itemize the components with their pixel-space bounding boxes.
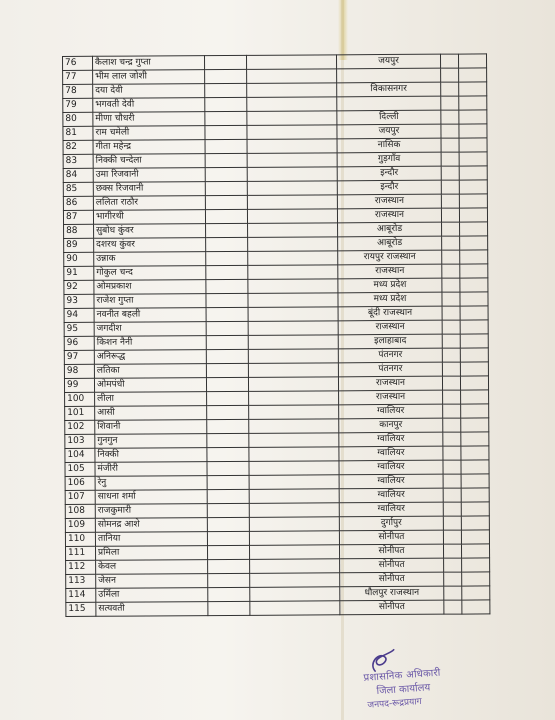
- blank-cell: [206, 349, 248, 363]
- blank-cell: [249, 545, 339, 560]
- name-cell: सोमनद्र आशे: [95, 518, 207, 533]
- blank-cell: [441, 124, 459, 138]
- city-cell: ग्वालियर: [339, 404, 443, 419]
- blank-cell: [248, 251, 338, 266]
- name-cell: भीम लाल जोशी: [93, 70, 205, 85]
- city-cell: राजस्थान: [339, 390, 443, 405]
- stamp-line-3: जनपद-रूद्रप्रयाग: [367, 696, 423, 711]
- blank-cell: [442, 222, 460, 236]
- blank-cell: [442, 292, 460, 306]
- blank-cell: [460, 348, 488, 362]
- serial-number-cell: 76: [63, 56, 93, 70]
- serial-number-cell: 99: [64, 378, 94, 392]
- city-cell: पंतनगर: [338, 362, 442, 377]
- blank-cell: [207, 545, 249, 559]
- blank-cell: [207, 391, 249, 405]
- blank-cell: [461, 544, 489, 558]
- blank-cell: [444, 558, 462, 572]
- blank-cell: [442, 376, 460, 390]
- blank-cell: [207, 489, 249, 503]
- blank-cell: [441, 208, 459, 222]
- blank-cell: [206, 307, 248, 321]
- name-cell: मीणा चौधरी: [93, 112, 205, 127]
- blank-cell: [249, 391, 339, 406]
- name-cell: आसी: [95, 406, 207, 421]
- blank-cell: [462, 586, 490, 600]
- stamp-line-1: प्रशासनिक अधिकारी: [363, 667, 441, 684]
- blank-cell: [249, 447, 339, 462]
- city-cell: मध्य प्रदेश: [338, 292, 442, 307]
- blank-cell: [248, 335, 338, 350]
- blank-cell: [461, 418, 489, 432]
- blank-cell: [208, 601, 250, 615]
- blank-cell: [461, 474, 489, 488]
- city-cell: धौलपुर राजस्थान: [340, 586, 444, 601]
- blank-cell: [247, 69, 337, 84]
- serial-number-cell: 82: [63, 140, 93, 154]
- blank-cell: [442, 334, 460, 348]
- name-cell: मंजीरी: [95, 462, 207, 477]
- serial-number-cell: 108: [65, 504, 95, 518]
- blank-cell: [459, 138, 487, 152]
- serial-number-cell: 91: [64, 266, 94, 280]
- blank-cell: [459, 166, 487, 180]
- blank-cell: [207, 475, 249, 489]
- blank-cell: [205, 55, 247, 69]
- blank-cell: [248, 223, 338, 238]
- blank-cell: [459, 180, 487, 194]
- blank-cell: [207, 503, 249, 517]
- city-cell: राजस्थान: [338, 264, 442, 279]
- blank-cell: [207, 405, 249, 419]
- blank-cell: [205, 167, 247, 181]
- serial-number-cell: 105: [65, 462, 95, 476]
- name-cell: गोकुल चन्द: [94, 266, 206, 281]
- blank-cell: [250, 573, 340, 588]
- blank-cell: [461, 516, 489, 530]
- serial-number-cell: 106: [65, 476, 95, 490]
- blank-cell: [249, 503, 339, 518]
- name-cell: सुबोध कुंवर: [94, 224, 206, 239]
- blank-cell: [248, 321, 338, 336]
- city-cell: ग्वालियर: [339, 460, 443, 475]
- blank-cell: [249, 461, 339, 476]
- blank-cell: [248, 237, 338, 252]
- blank-cell: [442, 348, 460, 362]
- serial-number-cell: 87: [63, 210, 93, 224]
- blank-cell: [461, 530, 489, 544]
- serial-number-cell: 103: [65, 434, 95, 448]
- serial-number-cell: 98: [64, 364, 94, 378]
- blank-cell: [206, 377, 248, 391]
- name-cell: दशरथ कुंवर: [94, 238, 206, 253]
- serial-number-cell: 97: [64, 350, 94, 364]
- serial-number-cell: 113: [66, 574, 96, 588]
- city-cell: सोनीपत: [340, 572, 444, 587]
- blank-cell: [249, 475, 339, 490]
- serial-number-cell: 88: [64, 224, 94, 238]
- blank-cell: [462, 600, 490, 614]
- serial-number-cell: 78: [63, 84, 93, 98]
- blank-cell: [461, 446, 489, 460]
- name-cell: ओमपंधी: [94, 378, 206, 393]
- blank-cell: [442, 306, 460, 320]
- blank-cell: [208, 587, 250, 601]
- blank-cell: [206, 321, 248, 335]
- serial-number-cell: 90: [64, 252, 94, 266]
- blank-cell: [247, 209, 337, 224]
- serial-number-cell: 80: [63, 112, 93, 126]
- serial-number-cell: 115: [66, 602, 96, 616]
- blank-cell: [248, 363, 338, 378]
- blank-cell: [441, 110, 459, 124]
- blank-cell: [459, 194, 487, 208]
- blank-cell: [207, 461, 249, 475]
- office-stamp: [358, 648, 482, 716]
- name-cell: निक्की चन्देला: [93, 154, 205, 169]
- blank-cell: [461, 390, 489, 404]
- blank-cell: [247, 111, 337, 126]
- blank-cell: [206, 265, 248, 279]
- blank-cell: [249, 433, 339, 448]
- city-cell: [337, 96, 441, 111]
- blank-cell: [205, 83, 247, 97]
- city-cell: ग्वालियर: [339, 432, 443, 447]
- blank-cell: [208, 573, 250, 587]
- blank-cell: [443, 460, 461, 474]
- serial-number-cell: 104: [65, 448, 95, 462]
- name-cell: नवनीत बहली: [94, 308, 206, 323]
- city-cell: राजस्थान: [338, 320, 442, 335]
- blank-cell: [250, 559, 340, 574]
- blank-cell: [460, 236, 488, 250]
- blank-cell: [441, 82, 459, 96]
- city-cell: रायपुर राजस्थान: [338, 250, 442, 265]
- blank-cell: [441, 68, 459, 82]
- name-cell: ललिता राठौर: [93, 196, 205, 211]
- blank-cell: [461, 404, 489, 418]
- blank-cell: [207, 447, 249, 461]
- city-cell: आबूरोड: [338, 222, 442, 237]
- city-cell: सोनीपत: [339, 530, 443, 545]
- blank-cell: [205, 125, 247, 139]
- serial-number-cell: 77: [63, 70, 93, 84]
- city-cell: ग्वालियर: [339, 474, 443, 489]
- blank-cell: [460, 334, 488, 348]
- blank-cell: [247, 139, 337, 154]
- name-cell: लीला: [95, 392, 207, 407]
- blank-cell: [442, 264, 460, 278]
- serial-number-cell: 109: [65, 518, 95, 532]
- serial-number-cell: 114: [66, 588, 96, 602]
- blank-cell: [205, 69, 247, 83]
- blank-cell: [462, 558, 490, 572]
- blank-cell: [460, 264, 488, 278]
- serial-number-cell: 100: [65, 392, 95, 406]
- serial-number-cell: 83: [63, 154, 93, 168]
- serial-number-cell: 95: [64, 322, 94, 336]
- blank-cell: [461, 432, 489, 446]
- name-cell: ओमप्रकाश: [94, 280, 206, 295]
- serial-number-cell: 101: [65, 406, 95, 420]
- blank-cell: [461, 460, 489, 474]
- blank-cell: [207, 433, 249, 447]
- city-cell: दुर्गापुर: [339, 516, 443, 531]
- serial-number-cell: 93: [64, 294, 94, 308]
- blank-cell: [443, 404, 461, 418]
- city-cell: विकासनगर: [337, 82, 441, 97]
- blank-cell: [205, 111, 247, 125]
- blank-cell: [443, 390, 461, 404]
- blank-cell: [206, 237, 248, 251]
- city-cell: मध्य प्रदेश: [338, 278, 442, 293]
- blank-cell: [459, 68, 487, 82]
- blank-cell: [206, 279, 248, 293]
- blank-cell: [459, 110, 487, 124]
- blank-cell: [441, 194, 459, 208]
- city-cell: राजस्थान: [338, 376, 442, 391]
- blank-cell: [443, 530, 461, 544]
- blank-cell: [442, 278, 460, 292]
- city-cell: [337, 68, 441, 83]
- blank-cell: [459, 152, 487, 166]
- city-cell: इन्दौर: [337, 180, 441, 195]
- city-cell: राजस्थान: [337, 208, 441, 223]
- blank-cell: [248, 279, 338, 294]
- blank-cell: [441, 152, 459, 166]
- blank-cell: [443, 544, 461, 558]
- city-cell: सोनीपत: [340, 558, 444, 573]
- name-cell: रेनु: [95, 476, 207, 491]
- serial-number-cell: 86: [63, 196, 93, 210]
- blank-cell: [443, 516, 461, 530]
- blank-cell: [461, 488, 489, 502]
- blank-cell: [249, 419, 339, 434]
- blank-cell: [248, 293, 338, 308]
- blank-cell: [441, 96, 459, 110]
- name-cell: दया देवी: [93, 84, 205, 99]
- table-row: [66, 600, 490, 617]
- blank-cell: [205, 195, 247, 209]
- name-cell: प्रमिला: [95, 546, 207, 561]
- city-cell: दिल्ली: [337, 110, 441, 125]
- serial-number-cell: 111: [65, 546, 95, 560]
- blank-cell: [443, 474, 461, 488]
- blank-cell: [205, 209, 247, 223]
- city-cell: ग्वालियर: [339, 488, 443, 503]
- blank-cell: [206, 363, 248, 377]
- name-cell: उर्मिला: [96, 588, 208, 603]
- blank-cell: [444, 600, 462, 614]
- blank-cell: [205, 139, 247, 153]
- blank-cell: [207, 531, 249, 545]
- name-cell: गीता महेन्द्र: [93, 140, 205, 155]
- name-cell: राम चमेली: [93, 126, 205, 141]
- blank-cell: [205, 97, 247, 111]
- blank-cell: [460, 222, 488, 236]
- blank-cell: [247, 97, 337, 112]
- name-cell: उन्नाक: [94, 252, 206, 267]
- register-table: [62, 53, 490, 617]
- blank-cell: [246, 55, 336, 70]
- serial-number-cell: 85: [63, 182, 93, 196]
- blank-cell: [249, 405, 339, 420]
- name-cell: जेसन: [96, 574, 208, 589]
- serial-number-cell: 107: [65, 490, 95, 504]
- blank-cell: [247, 125, 337, 140]
- blank-cell: [460, 306, 488, 320]
- register-table-body: [63, 54, 490, 617]
- serial-number-cell: 110: [65, 532, 95, 546]
- city-cell: बूंदी राजस्थान: [338, 306, 442, 321]
- blank-cell: [443, 488, 461, 502]
- name-cell: केवल: [96, 560, 208, 575]
- blank-cell: [206, 335, 248, 349]
- blank-cell: [206, 251, 248, 265]
- blank-cell: [460, 292, 488, 306]
- city-cell: आबूरोड: [338, 236, 442, 251]
- blank-cell: [207, 419, 249, 433]
- blank-cell: [250, 601, 340, 616]
- blank-cell: [208, 559, 250, 573]
- name-cell: शिवानी: [95, 420, 207, 435]
- blank-cell: [440, 54, 458, 68]
- blank-cell: [442, 236, 460, 250]
- blank-cell: [459, 208, 487, 222]
- name-cell: जगदीश: [94, 322, 206, 337]
- name-cell: निक्की: [95, 448, 207, 463]
- blank-cell: [249, 489, 339, 504]
- blank-cell: [444, 572, 462, 586]
- blank-cell: [441, 166, 459, 180]
- name-cell: साधना शर्मा: [95, 490, 207, 505]
- blank-cell: [460, 376, 488, 390]
- serial-number-cell: 89: [64, 238, 94, 252]
- city-cell: इन्दौर: [337, 166, 441, 181]
- city-cell: पंतनगर: [338, 348, 442, 363]
- blank-cell: [459, 124, 487, 138]
- blank-cell: [443, 418, 461, 432]
- city-cell: सोनीपत: [340, 600, 444, 615]
- name-cell: सत्यवती: [96, 602, 208, 617]
- city-cell: ग्वालियर: [339, 502, 443, 517]
- serial-number-cell: 102: [65, 420, 95, 434]
- stamp-line-2: जिला कार्यालय: [376, 682, 431, 698]
- name-cell: उमा रिजवानी: [93, 168, 205, 183]
- name-cell: अनिरूद्ध: [94, 350, 206, 365]
- city-cell: राजस्थान: [337, 194, 441, 209]
- name-cell: भागीरथी: [93, 210, 205, 225]
- blank-cell: [205, 153, 247, 167]
- blank-cell: [249, 531, 339, 546]
- city-cell: जयपुर: [337, 124, 441, 139]
- blank-cell: [459, 82, 487, 96]
- blank-cell: [206, 293, 248, 307]
- blank-cell: [459, 96, 487, 110]
- blank-cell: [443, 432, 461, 446]
- blank-cell: [442, 362, 460, 376]
- name-cell: छक्स रिजवानी: [93, 182, 205, 197]
- blank-cell: [460, 362, 488, 376]
- blank-cell: [247, 153, 337, 168]
- blank-cell: [441, 180, 459, 194]
- blank-cell: [247, 167, 337, 182]
- city-cell: सोनीपत: [339, 544, 443, 559]
- blank-cell: [460, 278, 488, 292]
- blank-cell: [443, 446, 461, 460]
- blank-cell: [250, 587, 340, 602]
- blank-cell: [460, 250, 488, 264]
- blank-cell: [206, 223, 248, 237]
- blank-cell: [248, 307, 338, 322]
- city-cell: नासिक: [337, 138, 441, 153]
- blank-cell: [461, 502, 489, 516]
- name-cell: कैलाश चन्द्र गुप्ता: [93, 56, 205, 71]
- blank-cell: [441, 138, 459, 152]
- blank-cell: [248, 265, 338, 280]
- serial-number-cell: 94: [64, 308, 94, 322]
- blank-cell: [205, 181, 247, 195]
- city-cell: इलाहाबाद: [338, 334, 442, 349]
- city-cell: कानपुर: [339, 418, 443, 433]
- blank-cell: [460, 320, 488, 334]
- blank-cell: [247, 181, 337, 196]
- blank-cell: [247, 195, 337, 210]
- serial-number-cell: 84: [63, 168, 93, 182]
- serial-number-cell: 96: [64, 336, 94, 350]
- blank-cell: [247, 83, 337, 98]
- blank-cell: [444, 586, 462, 600]
- blank-cell: [458, 54, 486, 68]
- name-cell: राजेश गुप्ता: [94, 294, 206, 309]
- name-cell: राजकुमारी: [95, 504, 207, 519]
- name-cell: तानिया: [95, 532, 207, 547]
- name-cell: भगवती देवी: [93, 98, 205, 113]
- blank-cell: [443, 502, 461, 516]
- city-cell: गुड़गाँव: [337, 152, 441, 167]
- name-cell: गुनगुन: [95, 434, 207, 449]
- blank-cell: [249, 517, 339, 532]
- serial-number-cell: 79: [63, 98, 93, 112]
- city-cell: जयपुर: [336, 54, 440, 69]
- blank-cell: [442, 250, 460, 264]
- serial-number-cell: 81: [63, 126, 93, 140]
- blank-cell: [248, 377, 338, 392]
- serial-number-cell: 92: [64, 280, 94, 294]
- city-cell: ग्वालियर: [339, 446, 443, 461]
- blank-cell: [462, 572, 490, 586]
- blank-cell: [248, 349, 338, 364]
- blank-cell: [442, 320, 460, 334]
- name-cell: लतिका: [94, 364, 206, 379]
- serial-number-cell: 112: [66, 560, 96, 574]
- blank-cell: [207, 517, 249, 531]
- name-cell: किशन नैनी: [94, 336, 206, 351]
